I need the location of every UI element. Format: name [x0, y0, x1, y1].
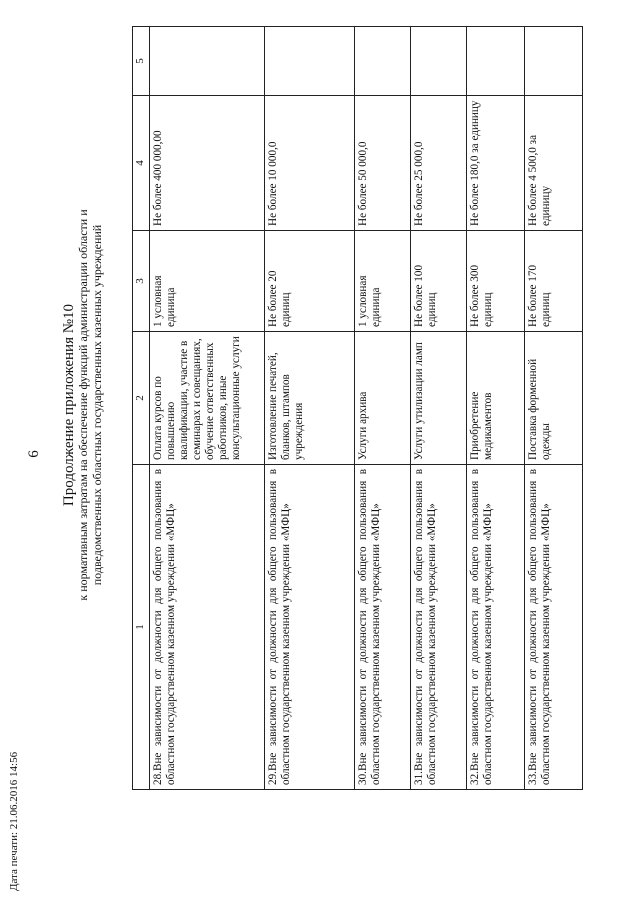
note-cell — [150, 27, 265, 96]
note-cell — [525, 27, 583, 96]
header-title: Продолжение приложения №10 — [61, 303, 77, 507]
quantity-cell: Не более 20 единиц — [265, 231, 355, 332]
quantity-cell: 1 условная единица — [355, 231, 411, 332]
quantity-cell: Не более 100 единиц — [411, 231, 467, 332]
note-cell — [467, 27, 525, 96]
price-cell: Не более 50 000,0 — [355, 96, 411, 231]
expenses-table — [132, 26, 583, 790]
price-cell: Не более 4 500,0 за единицу — [525, 96, 583, 231]
position-cell: 30.Вне зависимости от должности для общего пользования в областном государственном казенном учреждении «МФЦ» — [355, 465, 411, 790]
expense-type-cell: Приобретение медикаментов — [467, 332, 525, 465]
table-header-row — [133, 27, 150, 790]
table-row — [355, 27, 411, 790]
price-cell: Не более 25 000,0 — [411, 96, 467, 231]
position-cell: 28.Вне зависимости от должности для общего пользования в областном государственном казенном учреждении «МФЦ» — [150, 465, 265, 790]
note-cell — [411, 27, 467, 96]
print-date: Дата печати: 21.06.2016 14:56 — [8, 751, 20, 891]
expense-type-cell: Поставка форменной одежды — [525, 332, 583, 465]
position-cell: 33.Вне зависимости от должности для общего пользования в областном государственном казенном учреждении «МФЦ» — [525, 465, 583, 790]
quantity-cell: Не более 170 единиц — [525, 231, 583, 332]
expense-type-cell: Услуги утилизации ламп — [411, 332, 467, 465]
expense-type-cell: Изготовление печатей, бланков, штампов учреждения — [265, 332, 355, 465]
column-header: 1 — [133, 465, 150, 790]
position-cell: 29.Вне зависимости от должности для общего пользования в областном государственном казенном учреждении «МФЦ» — [265, 465, 355, 790]
note-cell — [355, 27, 411, 96]
header-subtitle-line2: подведомственных областных государственных казенных учреждений — [90, 224, 104, 586]
header-subtitle-line1: к нормативным затратам на обеспечение функций администрации области и — [76, 209, 90, 601]
column-header: 2 — [133, 332, 150, 465]
column-header: 3 — [133, 231, 150, 332]
expense-type-cell: Услуги архива — [355, 332, 411, 465]
page-number: 6 — [26, 450, 42, 458]
position-cell: 31.Вне зависимости от должности для общего пользования в областном государственном казенном учреждении «МФЦ» — [411, 465, 467, 790]
price-cell: Не более 180,0 за единицу — [467, 96, 525, 231]
table-row — [411, 27, 467, 790]
table-row — [150, 27, 265, 790]
quantity-cell: 1 условная единица — [150, 231, 265, 332]
price-cell: Не более 400 000,00 — [150, 96, 265, 231]
note-cell — [265, 27, 355, 96]
column-header: 5 — [133, 27, 150, 96]
price-cell: Не более 10 000,0 — [265, 96, 355, 231]
document-header — [62, 35, 104, 775]
expense-type-cell: Оплата курсов по повышению квалификации, участие в семинарах и совещаниях, обучение ответственных работников, иные консультационные услуги — [150, 332, 265, 465]
quantity-cell: Не более 300 единиц — [467, 231, 525, 332]
column-header: 4 — [133, 96, 150, 231]
table-row — [265, 27, 355, 790]
position-cell: 32.Вне зависимости от должности для общего пользования в областном государственном казенном учреждении «МФЦ» — [467, 465, 525, 790]
table-row — [467, 27, 525, 790]
table-row — [525, 27, 583, 790]
